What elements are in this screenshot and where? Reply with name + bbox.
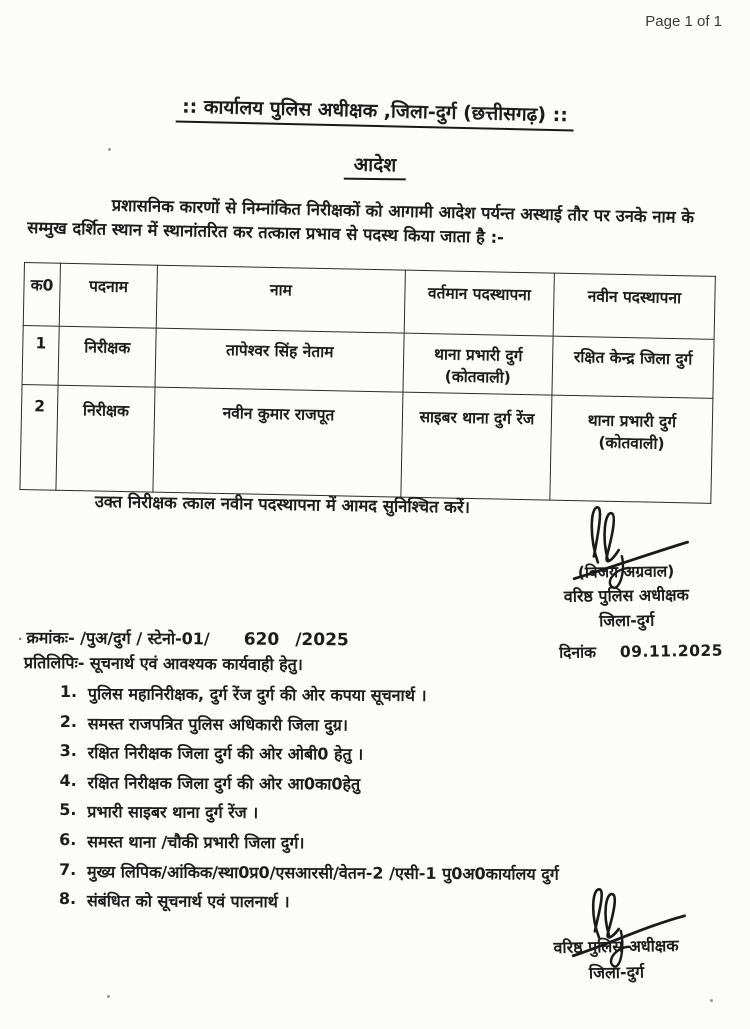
list-item: [59, 800, 709, 833]
reference-number-prefix: क्रमांकः- /पुअ/दुर्ग / स्टेनो-01/: [26, 628, 210, 649]
page-number: Page 1 of 1: [645, 13, 722, 30]
list-item: [60, 712, 710, 745]
list-item-text: संबंधित को सूचनार्थ एवं पालनार्थ ।: [86, 891, 290, 912]
date-value: 09.11.2025: [619, 641, 724, 662]
list-item-number: 6.: [59, 829, 77, 850]
reference-number-value: 620: [243, 629, 280, 650]
list-item-number: 8.: [58, 889, 77, 909]
col-header-current-posting: वर्तमान पदस्थापना: [404, 270, 554, 336]
reference-number-line: [18, 626, 349, 650]
order-heading: [0, 146, 750, 182]
reference-number-year: /2025: [295, 629, 349, 651]
list-item-number: 4.: [59, 770, 77, 790]
list-item-number: 5.: [59, 800, 77, 820]
date-label: दिनांक: [559, 643, 597, 662]
list-item-number: 1.: [59, 682, 78, 702]
col-header-name: नाम: [156, 265, 405, 333]
signatory-district: जिला-दुर्ग: [599, 610, 655, 631]
list-item-number: 3.: [59, 741, 77, 761]
scan-speck: [108, 148, 111, 151]
list-item-text: रक्षित निरीक्षक जिला दुर्ग की ओर ओबी0 हेतु ।: [87, 743, 364, 764]
signatory-name: (विजय अग्रवाल): [577, 562, 675, 582]
list-item-text: समस्त थाना /चौकी प्रभारी जिला दुर्ग।: [87, 832, 305, 853]
cell-serial: 2: [20, 384, 58, 490]
list-item: [59, 830, 709, 863]
list-item-text: प्रभारी साइबर थाना दुर्ग रेंज ।: [87, 802, 259, 823]
intro-paragraph: प्रशासनिक कारणों से निम्नांकित निरीक्षकों को आगामी आदेश पर्यन्त अस्थाई तौर पर उनके नाम के सम्मुख दर्शित स्थान में स्थानांतरित कर तत्काल प्रभाव से पदस्थ किया जाता है :-: [27, 195, 695, 247]
cell-name: नवीन कुमार राजपूत: [153, 387, 403, 497]
scan-speck: [107, 995, 110, 998]
list-item: [59, 771, 709, 804]
cell-serial: 1: [22, 325, 59, 385]
scan-speck: ·: [17, 631, 23, 647]
office-title: [0, 88, 750, 131]
cell-current-posting: साइबर थाना दुर्ग रेंज: [401, 392, 552, 500]
scan-speck: [710, 999, 713, 1002]
signatory-designation: वरिष्ठ पुलिस अधीक्षक: [553, 935, 679, 958]
cell-name: तापेश्वर सिंह नेताम: [155, 328, 404, 392]
cell-designation: निरीक्षक: [58, 326, 156, 387]
table-row: [20, 384, 713, 503]
post-table-note: उक्त निरीक्षक त्काल नवीन पदस्थापना में आमद सुनिश्चित करें।: [94, 491, 471, 517]
list-item-text: समस्त राजपत्रित पुलिस अधिकारी जिला दुग्र।: [87, 713, 348, 735]
signatory-district: जिला-दुर्ग: [588, 962, 645, 983]
list-item-text: रक्षित निरीक्षक जिला दुर्ग की ओर आ0का0हेतु: [87, 772, 361, 794]
list-item-text: मुख्य लिपिक/आंकिक/स्था0प्र0/एसआरसी/वेतन-2 /एसी-1 पु0अ0कार्यालय दुर्ग: [86, 861, 559, 884]
list-item: [60, 682, 710, 715]
col-header-new-posting: नवीन पदस्थापना: [553, 273, 715, 339]
list-item-number: 7.: [58, 859, 77, 879]
cell-designation: निरीक्षक: [56, 385, 155, 492]
transfer-table: [19, 262, 715, 504]
list-item: [60, 741, 710, 774]
order-date-line: [559, 639, 723, 663]
list-item-text: पुलिस महानिरीक्षक, दुर्ग रेंज दुर्ग की ओर कपया सूचनार्थ ।: [87, 684, 427, 705]
cell-new-posting: रक्षित केन्द्र जिला दुर्ग: [552, 336, 714, 398]
cell-new-posting: थाना प्रभारी दुर्ग (कोतवाली): [550, 395, 713, 503]
copy-to-heading: प्रतिलिपिः- सूचनार्थ एवं आवश्यक कार्यवाही हेतु।: [23, 652, 303, 674]
cell-current-posting: थाना प्रभारी दुर्ग (कोतवाली): [403, 333, 553, 395]
list-item-number: 2.: [59, 711, 78, 731]
signatory-designation: वरिष्ठ पुलिस अधीक्षक: [563, 585, 689, 606]
order-heading-text: आदेश: [344, 154, 407, 181]
col-header-designation: पदनाम: [59, 263, 157, 328]
col-header-serial: क0: [23, 263, 60, 327]
office-title-text: :: कार्यालय पुलिस अधीक्षक ,जिला-दुर्ग (छत्तीसगढ़) ::: [176, 95, 574, 131]
